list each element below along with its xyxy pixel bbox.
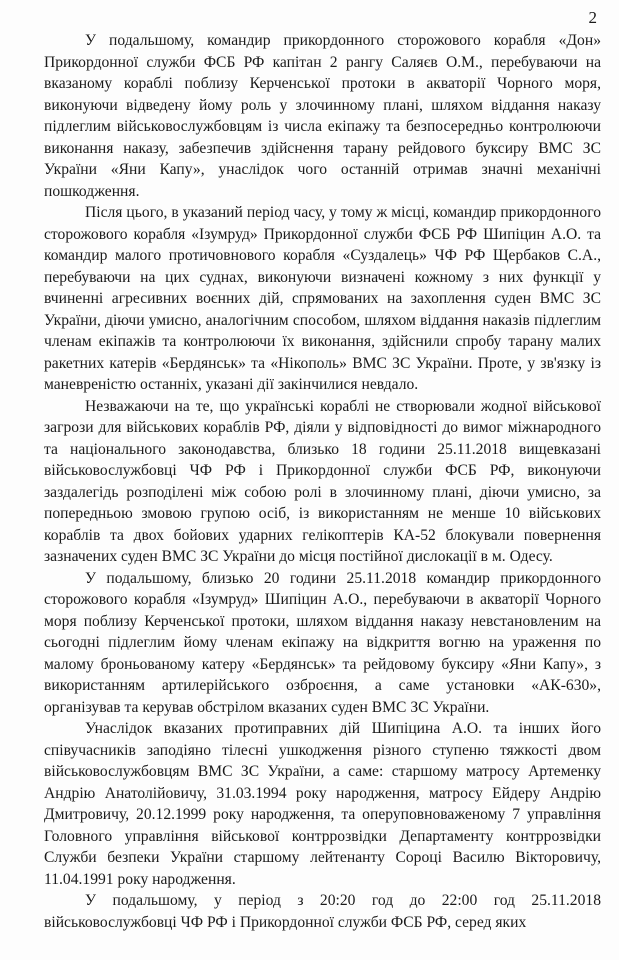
- paragraph-1: У подальшому, командир прикордонного сторожового корабля «Дон» Прикордонної служби ФСБ РФ капітан 2 рангу Саляєв О.М., перебуваючи на вказаному кораблі поблизу Керченської протоки в акваторії Чорного моря, виконуючи відведену йому роль у злочинному плані, шляхом віддання наказу підлеглим військовослужбовцям із числа екіпажу та безпосередньо контролюючи виконання наказу, забезпечив здійснення тарану рейдового буксиру ВМС ЗС України «Яни Капу», унаслідок чого останній отримав значні механічні пошкодження.: [44, 32, 601, 200]
- paragraph-2: Після цього, в указаний період часу, у тому ж місці, командир прикордонного сторожового корабля «Ізумруд» Прикордонної служби ФСБ РФ Шипіцин А.О. та командир малого протичовнового корабля «Суздалець» ЧФ РФ Щербаков С.А., перебуваючи на цих суднах, виконуючи визначені кожному з них функції у вчиненні агресивних воєнних дій, спрямованих на захоплення суден ВМС ЗС України, діючи умисно, аналогічним способом, шляхом віддання наказів підлеглим членам екіпажів та контролюючи їх виконання, здійснили спробу тарану малих ракетних катерів «Бердянськ» та «Нікополь» ВМС ЗС України. Проте, у зв'язку із маневреністю останніх, указані дії закінчилися невдало.: [44, 204, 601, 393]
- document-body: [44, 30, 601, 933]
- paragraph-3: Незважаючи на те, що українські кораблі не створювали жодної військової загрози для військових кораблів РФ, діяли у відповідності до вимог міжнародного та національного законодавства, близько 18 години 25.11.2018 вищевказані військовослужбовці ЧФ РФ і Прикордонної служби ФСБ РФ, виконуючи заздалегідь розподілені між собою ролі в злочинному плані, діючи умисно, за попередньою змовою групою осіб, із використанням не менше 10 військових кораблів та двох бойових ударних гелікоптерів КА-52 блокували повернення зазначених суден ВМС ЗС України до місця постійної дислокації в м. Одесу.: [44, 397, 601, 565]
- paragraph-4: У подальшому, близько 20 години 25.11.2018 командир прикордонного сторожового корабля «Ізумруд» Шипіцин А.О., перебуваючи в акваторії Чорного моря поблизу Керченської протоки, шляхом віддання наказу невстановленим на сьогодні підлеглим йому членам екіпажу на відкриття вогню на ураження по малому броньованому катеру «Бердянськ» та рейдовому буксиру «Яни Капу», з використанням артилерійського озброєння, а саме установки «АК-630», організував та керував обстрілом вказаних суден ВМС ЗС України.: [44, 569, 601, 716]
- page-number: 2: [588, 8, 597, 27]
- paragraph-6: У подальшому, у період з 20:20 год до 22:00 год 25.11.2018 військовослужбовці ЧФ РФ і Прикордонної служби ФСБ РФ, серед яких: [44, 892, 601, 931]
- paragraph-5: Унаслідок вказаних протиправних дій Шипіцина А.О. та інших його співучасників заподіяно тілесні ушкодження різного ступеню тяжкості двом військовослужбовцям ВМС ЗС України, а саме: старшому матросу Артеменку Андрію Анатолійовичу, 31.03.1994 року народження, матросу Ейдеру Андрію Дмитровичу, 20.12.1999 року народження, та оперуповноваженому 7 управління Головного управління військової контррозвідки Департаменту контррозвідки Служби безпеки України старшому лейтенанту Сороці Василю Вікторовичу, 11.04.1991 року народження.: [44, 720, 601, 888]
